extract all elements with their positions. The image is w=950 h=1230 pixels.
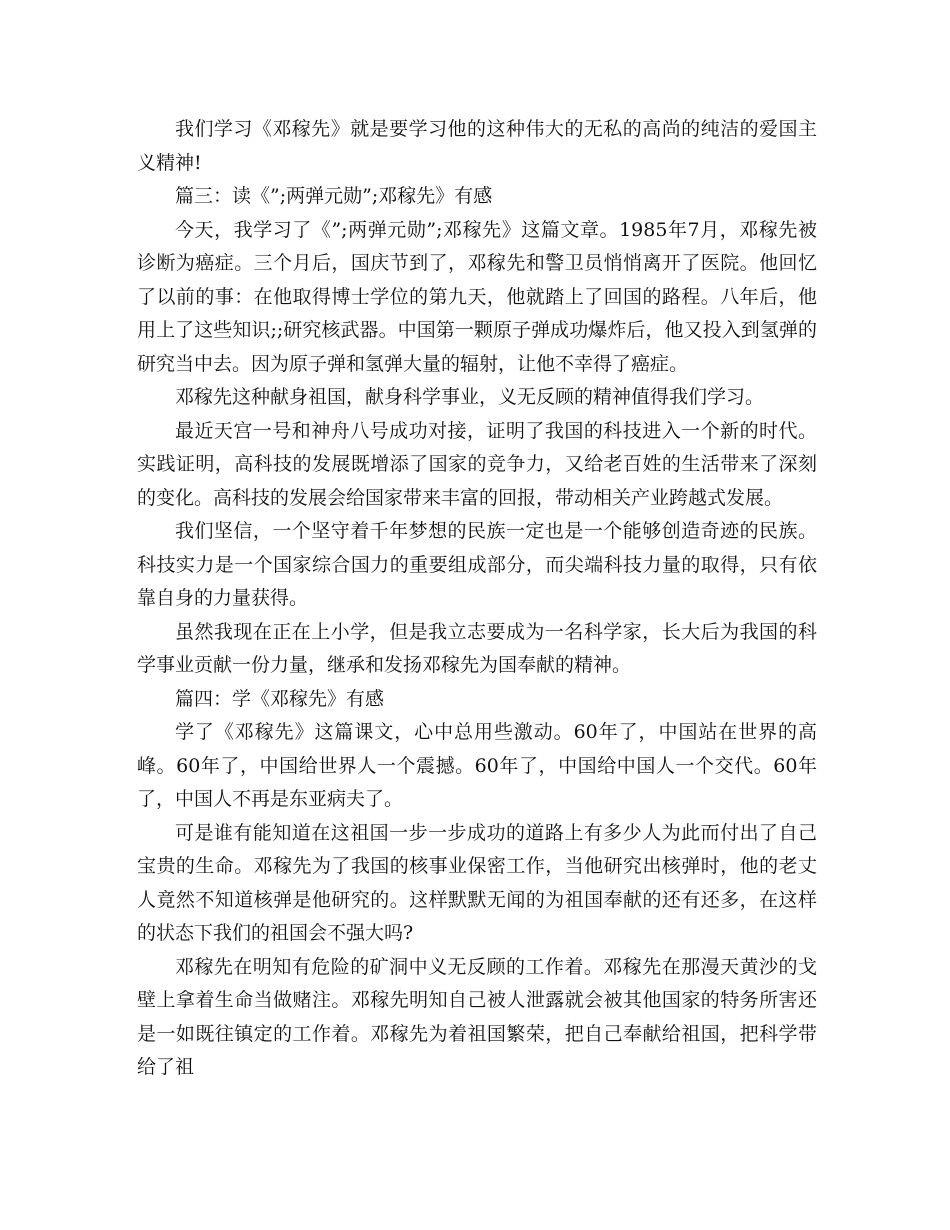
paragraph: 最近天宫一号和神舟八号成功对接，证明了我国的科技进入一个新的时代。实践证明，高科技的发展既增添了国家的竞争力，又给老百姓的生活带来了深刻的变化。高科技的发展会给国家带来丰富的回报，带动相关产业跨越式发展。 — [137, 419, 817, 509]
paragraph: 邓稼先在明知有危险的矿洞中义无反顾的工作着。邓稼先在那漫天黄沙的戈壁上拿着生命当做赌注。邓稼先明知自己被人泄露就会被其他国家的特务所害还是一如既往镇定的工作着。邓稼先为着祖国繁荣，把自己奉献给祖国，把科学带给了祖 — [137, 955, 817, 1078]
section-heading: 篇四：学《邓稼先》有感 — [175, 687, 385, 710]
section-heading: 篇三：读《”;两弹元勋”;邓稼先》有感 — [175, 185, 493, 207]
paragraph: 我们学习《邓稼先》就是要学习他的这种伟大的无私的高尚的纯洁的爱国主义精神! — [137, 118, 817, 174]
paragraph: 学了《邓稼先》这篇课文，心中总用些激动。60年了，中国站在世界的高峰。60年了，中国给世界人一个震撼。60年了，中国给中国人一个交代。60年了，中国人不再是东亚病夫了。 — [137, 721, 817, 810]
paragraph: 我们坚信，一个坚守着千年梦想的民族一定也是一个能够创造奇迹的民族。科技实力是一个国家综合国力的重要组成部分，而尖端科技力量的取得，只有依靠自身的力量获得。 — [137, 520, 817, 609]
document-body — [137, 113, 817, 1085]
paragraph: 可是谁有能知道在这祖国一步一步成功的道路上有多少人为此而付出了自己宝贵的生命。邓稼先为了我国的核事业保密工作，当他研究出核弹时，他的老丈人竟然不知道核弹是他研究的。这样默默无闻的为祖国奉献的还有还多，在这样的状态下我们的祖国会不强大吗? — [137, 821, 817, 944]
paragraph: 今天，我学习了《”;两弹元勋”;邓稼先》这篇文章。1985年7月，邓稼先被诊断为癌症。三个月后，国庆节到了，邓稼先和警卫员悄悄离开了医院。他回忆了以前的事：在他取得博士学位的第九天，他就踏上了回国的路程。八年后，他用上了这些知识;;研究核武器。中国第一颗原子弹成功爆炸后，他又投入到氢弹的研究当中去。因为原子弹和氢弹大量的辐射，让他不幸得了癌症。 — [137, 218, 817, 375]
paragraph: 虽然我现在正在上小学，但是我立志要成为一名科学家，长大后为我国的科学事业贡献一份力量，继承和发扬邓稼先为国奉献的精神。 — [137, 620, 817, 676]
paragraph: 邓稼先这种献身祖国，献身科学事业，义无反顾的精神值得我们学习。 — [175, 386, 765, 408]
